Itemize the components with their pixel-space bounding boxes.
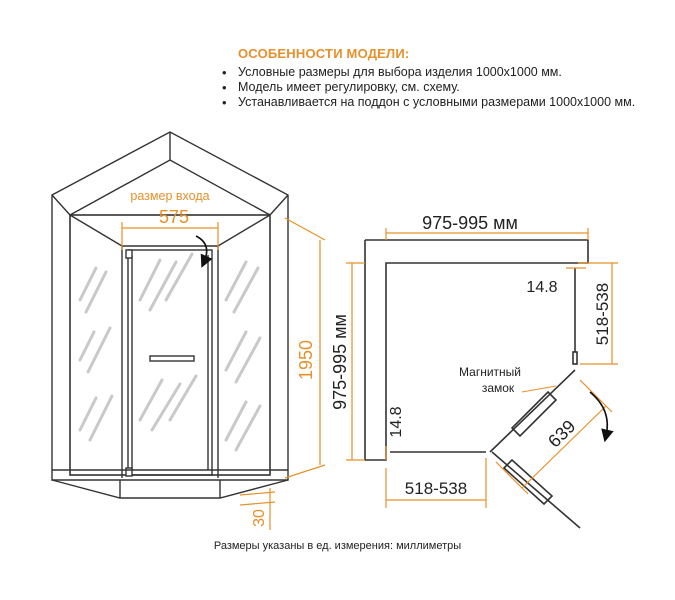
features-title: ОСОБЕННОСТИ МОДЕЛИ: bbox=[238, 46, 410, 61]
right-side-value: 518-538 bbox=[593, 282, 612, 346]
magnet-lock-label: Магнитный bbox=[459, 365, 521, 379]
entrance-width-value: 575 bbox=[158, 207, 190, 227]
feature-item: • Условные размеры для выбора изделия 1000x1000 мм. bbox=[218, 65, 638, 80]
plan-depth-value: 975-995 мм bbox=[330, 314, 350, 410]
feature-item: • Модель имеет регулировку, см. схему. bbox=[218, 80, 638, 95]
bottom-side-value: 518-538 bbox=[404, 479, 468, 498]
door-swing-arrow bbox=[196, 236, 207, 262]
magnet-lock-label-2: замок bbox=[481, 381, 515, 395]
glass-reflections bbox=[80, 254, 260, 450]
units-note: Размеры указаны в ед. измерения: миллиметры bbox=[213, 540, 462, 552]
height-value: 1950 bbox=[296, 339, 316, 381]
feature-item: • Устанавливается на поддон с условными размерами 1000x1000 мм. bbox=[218, 95, 638, 110]
door-width-value: 639 bbox=[544, 416, 580, 452]
tray-height-value: 30 bbox=[251, 509, 268, 527]
entrance-label: размер входа bbox=[130, 189, 210, 203]
top-offset-value: 14.8 bbox=[526, 279, 558, 296]
plan-width-value: 975-995 мм bbox=[422, 213, 518, 233]
front-view bbox=[52, 132, 288, 498]
left-offset-value: 14.8 bbox=[388, 406, 405, 438]
